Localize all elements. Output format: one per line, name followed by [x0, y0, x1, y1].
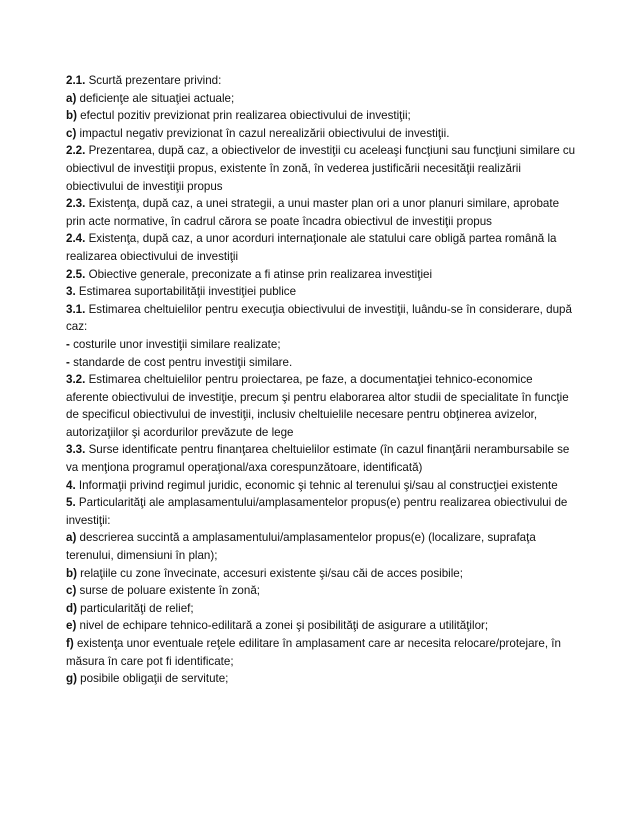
paragraph-text: costurile unor investiţii similare realizate; — [69, 337, 281, 351]
paragraph-number: a) — [66, 531, 77, 545]
paragraph-3 — [66, 283, 576, 301]
paragraph-number: d) — [66, 601, 77, 615]
paragraph-2-1 — [66, 72, 576, 90]
paragraph-3-1-dash-2 — [66, 354, 576, 372]
paragraph-text: nivel de echipare tehnico-edilitară a zonei şi posibilităţi de asigurare a utilităţilor; — [76, 619, 489, 633]
paragraph-number: 3.1. — [66, 302, 86, 316]
paragraph-text: existenţa unor eventuale reţele edilitare în amplasament care ar necesita relocare/protejare, în măsura în care pot fi identificate; — [66, 637, 561, 668]
paragraph-number: - — [66, 337, 70, 351]
paragraph-text: impactul negativ previzionat în cazul nerealizării obiectivului de investiţii. — [76, 126, 450, 140]
paragraph-text: descrierea succintă a amplasamentului/amplasamentelor propus(e) (localizare, suprafaţa terenului, dimensiuni în plan); — [66, 531, 536, 563]
paragraph-number: 3.2. — [66, 373, 86, 387]
paragraph-text: Particularităţi ale amplasamentului/amplasamentelor propus(e) pentru realizarea obiectivului de investiţii: — [66, 496, 568, 527]
paragraph-text: Obiective generale, preconizate a fi atinse prin realizarea investiţiei — [85, 267, 433, 281]
paragraph-number: 2.2. — [66, 144, 86, 158]
paragraph-text: particularităţi de relief; — [76, 601, 194, 615]
paragraph-5-g — [66, 670, 576, 688]
paragraph-2-3 — [66, 195, 576, 230]
paragraph-2-2 — [66, 142, 576, 195]
paragraph-text: Estimarea suportabilităţii investiţiei publice — [75, 285, 297, 299]
paragraph-number: 2.1. — [66, 74, 86, 87]
paragraph-number: 5. — [66, 496, 76, 510]
paragraph-number: 2.3. — [66, 197, 86, 211]
paragraph-text: standarde de cost pentru investiţii similare. — [69, 355, 293, 369]
paragraph-5 — [66, 494, 576, 529]
paragraph-number: b) — [66, 566, 77, 580]
paragraph-4 — [66, 477, 576, 495]
paragraph-number: c) — [66, 126, 77, 140]
paragraph-number: b) — [66, 109, 77, 123]
paragraph-text: Prezentarea, după caz, a obiectivelor de investiţii cu aceleaşi funcţiuni sau funcţiuni similare cu obiectivul de investiţii propus, existente în zonă, în vederea justificării necesităţii realizării obiectivului de investiţii propus — [66, 144, 576, 193]
paragraph-2-1-c — [66, 125, 576, 143]
paragraph-text: Estimarea cheltuielilor pentru execuţia obiectivului de investiţii, luându-se în considerare, după caz: — [66, 302, 572, 334]
paragraph-5-f — [66, 635, 576, 670]
paragraph-number: g) — [66, 672, 77, 686]
paragraph-2-1-a — [66, 90, 576, 108]
paragraph-3-1 — [66, 301, 576, 336]
paragraph-number: - — [66, 355, 70, 369]
paragraph-text: Scurtă prezentare privind: — [85, 74, 222, 87]
paragraph-text: efectul pozitiv previzionat prin realizarea obiectivului de investiţii; — [76, 109, 411, 123]
paragraph-3-2 — [66, 371, 576, 441]
paragraph-text: Informaţii privind regimul juridic, economic şi tehnic al terenului şi/sau al construcţiei existente — [75, 478, 558, 492]
paragraph-2-1-b — [66, 107, 576, 125]
paragraph-5-d — [66, 600, 576, 618]
paragraph-3-3 — [66, 441, 576, 476]
paragraph-5-b — [66, 565, 576, 583]
paragraph-text: Surse identificate pentru finanţarea cheltuielilor estimate (în cazul finanţării nerambursabile se va menţiona programul operaţional/axa corespunzătoare, identificată) — [66, 443, 570, 475]
paragraph-text: posibile obligaţii de servitute; — [76, 672, 229, 686]
paragraph-number: 4. — [66, 478, 76, 492]
paragraph-text: surse de poluare existente în zonă; — [76, 584, 260, 598]
document-page — [66, 72, 576, 688]
paragraph-number: f) — [66, 637, 74, 650]
paragraph-3-1-dash-1 — [66, 336, 576, 354]
paragraph-number: 3. — [66, 285, 76, 299]
paragraph-2-4 — [66, 230, 576, 265]
paragraph-number: 3.3. — [66, 443, 86, 457]
paragraph-number: e) — [66, 619, 77, 633]
paragraph-text: Existenţa, după caz, a unor acorduri internaţionale ale statului care obligă partea română la realizarea obiectivului de investiţii — [66, 232, 557, 263]
paragraph-5-e — [66, 617, 576, 635]
paragraph-number: a) — [66, 91, 77, 105]
paragraph-2-5 — [66, 266, 576, 284]
paragraph-text: Existenţa, după caz, a unei strategii, a unui master plan ori a unor planuri similare, aprobate prin acte normative, în cadrul cărora se poate încadra obiectivul de investiţii propus — [66, 197, 560, 228]
paragraph-5-a — [66, 529, 576, 564]
paragraph-text: deficienţe ale situaţiei actuale; — [76, 91, 235, 105]
paragraph-number: 2.4. — [66, 232, 86, 246]
paragraph-number: c) — [66, 584, 77, 598]
paragraph-number: 2.5. — [66, 267, 86, 281]
paragraph-text: Estimarea cheltuielilor pentru proiectarea, pe faze, a documentaţiei tehnico-economice aferente obiectivului de investiţie, precum şi pentru elaborarea altor studii de specialitate în funcţie de specificul obiectivului de investiţii, inclusiv cheltuielile necesare pentru obţinerea avizelor, autorizaţiilor şi acordurilor prevăzute de lege — [66, 373, 569, 439]
paragraph-5-c — [66, 582, 576, 600]
paragraph-text: relaţiile cu zone învecinate, accesuri existente şi/sau căi de acces posibile; — [76, 566, 463, 580]
